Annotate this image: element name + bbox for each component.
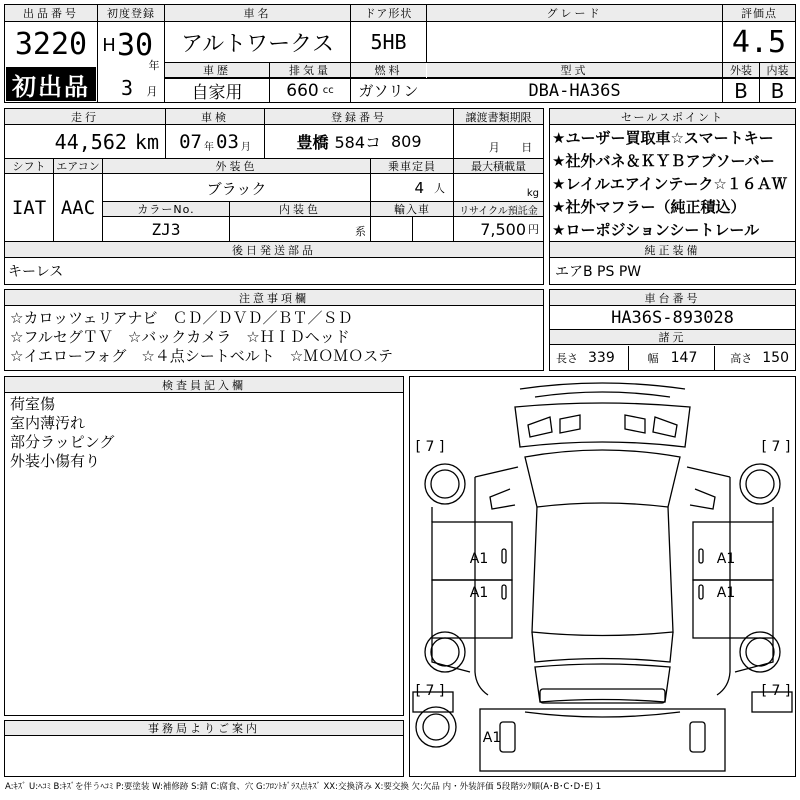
inspection-year: 07 [179, 130, 202, 153]
sales-point-1: ★ユーザー買取車☆スマートキー [552, 129, 774, 147]
tread-front-left: [ 7 ] [415, 439, 445, 455]
max-load-header: 最大積載量 [454, 159, 543, 174]
inspection-date [166, 126, 264, 157]
first-listing-badge: 初出品 [6, 67, 96, 101]
lot-number-header: 出品番号 [5, 5, 97, 22]
damage-trunk: A1 [482, 730, 502, 746]
hood-outline [515, 403, 690, 447]
front-bumper-outline [520, 383, 685, 389]
damage-right-front-door: A1 [716, 551, 736, 567]
exterior-color: ブラック [206, 179, 267, 198]
sales-point-2: ★社外バネ＆ＫＹＢアブソーバー [552, 152, 775, 170]
era-letter: H [102, 34, 116, 56]
aircon-header: エアコン [54, 159, 102, 174]
damage-left-front-door: A1 [469, 551, 489, 567]
car-name: アルトワークス [181, 31, 334, 57]
inspector-header: 検査員記入欄 [5, 377, 403, 393]
grade-header: グレード [427, 5, 722, 22]
mileage-header: 走行 [5, 109, 165, 125]
grille-left [560, 415, 580, 433]
color-no-header: カラーNo. [103, 202, 229, 217]
left-front-fender [475, 467, 518, 477]
int-color-header: 内装色 [230, 202, 370, 217]
exterior-score: B [734, 79, 748, 102]
tire-front-right-inner [746, 470, 774, 498]
damage-left-rear-door: A1 [469, 585, 489, 601]
reg-no: 809 [391, 132, 422, 151]
color-number: ZJ3 [151, 219, 181, 239]
tread-front-right: [ 7 ] [761, 439, 791, 455]
capacity [371, 175, 453, 201]
sales-point-4: ★社外マフラー（純正積込） [552, 198, 746, 216]
spare-tire-inner [423, 714, 449, 740]
sales-points-header: セールスポイント [550, 109, 795, 125]
reg-class: 584コ [334, 133, 381, 152]
legend-footer: A:ｷｽﾞ U:ﾍｺﾐ B:ｷｽﾞを伴うﾍｺﾐ P:要塗装 W:補修跡 S:錆 C:腐食、穴 G:ﾌﾛﾝﾄｶﾞﾗｽ点ｷｽﾞ XX:交換済み X:要交換 欠:欠品 内・外装評価 5段階ﾗﾝｸ順(A･B･C･D･E) 1 [5, 782, 602, 792]
yen-unit: 円 [528, 223, 539, 236]
height-label: 高さ [730, 352, 753, 365]
fuel-header: 燃料 [351, 63, 426, 78]
right-mirror [690, 489, 715, 509]
lot-number: 3220 [14, 26, 88, 62]
car-name-header: 車名 [165, 5, 350, 22]
spare-tire [416, 707, 456, 747]
rear-glass [532, 632, 673, 662]
exterior-score-header: 外装 [723, 63, 759, 78]
capacity-header: 乗車定員 [371, 159, 453, 174]
aircon-type: AAC [60, 197, 96, 219]
km-unit: km [134, 129, 159, 154]
chassis-number: HA36S-893028 [611, 308, 734, 328]
recycle-value: 7,500 [480, 219, 526, 239]
dimensions [550, 346, 795, 370]
history-header: 車歴 [165, 63, 269, 78]
trunk-panel-right [690, 722, 705, 752]
inspection-header: 車検 [166, 109, 264, 125]
equipment: エアB PS PW [555, 264, 642, 280]
trunk-floor [480, 709, 725, 771]
left-mirror [490, 489, 515, 509]
tire-front-left-inner [431, 470, 459, 498]
width [648, 350, 698, 366]
rear-bumper [525, 712, 680, 717]
overall-score: 4.5 [731, 24, 787, 60]
tire-rear-right-inner [746, 638, 774, 666]
recycle-fee [454, 218, 543, 240]
score-header: 評価点 [723, 5, 795, 22]
tread-rear-left: [ 7 ] [415, 683, 445, 699]
sales-point-3: ★レイルエアインテーク☆１６ＡＷ [552, 175, 787, 193]
rear-gate [535, 664, 670, 702]
later-parts-header: 後日発送部品 [5, 242, 543, 258]
later-parts: キーレス [8, 264, 64, 280]
shift-header: シフト [5, 159, 53, 174]
tread-rear-right: [ 7 ] [761, 683, 791, 699]
roof-outline [532, 507, 673, 636]
front-bumper-inner [535, 392, 670, 397]
sales-point-5: ★ローポジションシートレール [552, 221, 760, 239]
left-rear-handle [502, 585, 506, 599]
doc-day-unit: 日 [521, 140, 533, 154]
cc-unit: cc [322, 85, 334, 96]
specs-header: 諸元 [550, 330, 795, 345]
reg-area: 豊橋 [296, 133, 329, 152]
displacement [270, 79, 350, 102]
mileage-value: 44,562 [54, 129, 127, 154]
notes-header: 注意事項欄 [5, 290, 543, 306]
import-header: 輸入車 [371, 202, 453, 217]
length [556, 350, 615, 366]
load-unit: kg [526, 187, 539, 199]
inspection-year-unit: 年 [204, 142, 214, 153]
note-3: ☆イエローフォグ ☆４点シートベルト ☆ＭＯＭＯステ [10, 347, 393, 365]
transfer-docs-header: 譲渡書類期限 [454, 109, 543, 125]
inspector-note-2: 室内薄汚れ [10, 414, 86, 432]
right-front-fender [687, 467, 730, 477]
chassis-header: 車台番号 [550, 290, 795, 306]
capacity-value: 4 [414, 179, 424, 197]
fuel: ガソリン [358, 82, 419, 100]
inspection-month-unit: 月 [240, 142, 251, 153]
displacement-header: 排気量 [270, 63, 350, 78]
ext-color-header: 外装色 [103, 159, 370, 174]
door-type: 5HB [370, 30, 407, 54]
door-header: ドア形状 [351, 5, 426, 22]
length-label: 長さ [556, 352, 578, 365]
height [730, 350, 789, 366]
right-front-handle [699, 549, 703, 563]
left-front-handle [502, 549, 506, 563]
capacity-unit: 人 [434, 182, 445, 195]
width-label: 幅 [647, 352, 659, 365]
inspector-note-4: 外装小傷有り [10, 452, 101, 470]
equipment-header: 純正装備 [550, 242, 795, 258]
model-code: DBA-HA36S [528, 80, 621, 101]
registration-number [265, 126, 453, 157]
reg-month: 3 [120, 76, 134, 100]
damage-right-rear-door: A1 [716, 585, 736, 601]
note-1: ☆カロッツェリアナビ ＣＤ／ＤＶＤ／ＢＴ／ＳＤ [10, 309, 353, 327]
inspector-note-3: 部分ラッピング [10, 433, 115, 451]
month-unit: 月 [146, 85, 158, 98]
grade [427, 22, 722, 62]
length-value: 339 [588, 350, 615, 366]
first-reg-header: 初度登録 [98, 5, 164, 22]
note-2: ☆フルセグＴＶ ☆バックカメラ ☆ＨＩＤヘッド [10, 328, 350, 346]
office-header: 事務局よりご案内 [5, 721, 403, 736]
interior-color-unit: 系 [355, 225, 366, 238]
interior-score: B [770, 79, 785, 102]
grille-right [625, 415, 645, 433]
height-value: 150 [762, 350, 789, 366]
inspection-month: 03 [216, 130, 239, 153]
car-diagram [410, 377, 795, 776]
car-history: 自家用 [191, 83, 243, 102]
headlight-right [653, 417, 677, 437]
transfer-docs [454, 126, 543, 157]
reg-number-header: 登録番号 [265, 109, 453, 125]
tire-rear-left-inner [431, 638, 459, 666]
interior-score-header: 内装 [760, 63, 795, 78]
doc-month-unit: 月 [488, 140, 500, 154]
width-value: 147 [670, 350, 698, 366]
recycle-header: リサイクル預託金 [454, 202, 543, 217]
displacement-value: 660 [286, 80, 319, 101]
shift-type: IAT [11, 197, 47, 219]
inspector-note-1: 荷室傷 [10, 395, 56, 413]
mileage [5, 126, 165, 157]
model-header: 型式 [427, 63, 722, 78]
year-unit: 年 [148, 59, 160, 72]
headlight-left [528, 417, 552, 437]
reg-year: 30 [116, 27, 154, 63]
right-rear-handle [699, 585, 703, 599]
windshield [525, 450, 680, 507]
